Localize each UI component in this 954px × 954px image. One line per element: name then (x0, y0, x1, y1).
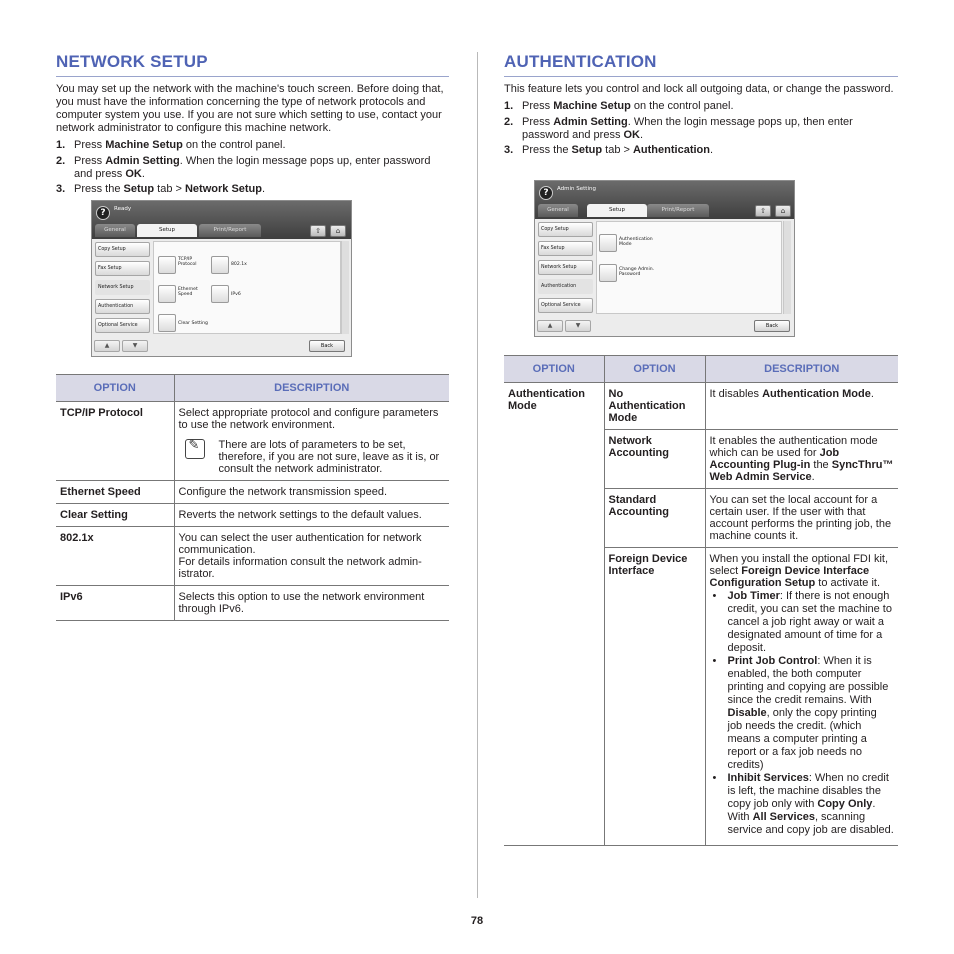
description-cell: It enables the authentication mode which can be used for Job Accounting Plug-in the SyncThru™ Web Admin Service. (709, 435, 894, 483)
tcpip-option-button[interactable] (158, 256, 176, 274)
note-box (179, 439, 446, 475)
optional-service-button[interactable]: Optional Service (95, 318, 150, 333)
table-row (56, 504, 449, 527)
tab-print-report[interactable]: Print/Report (199, 224, 261, 237)
description-text: For details information consult the network admin-istrator. (178, 556, 422, 580)
note-icon (185, 439, 205, 459)
scrollbar[interactable] (783, 221, 791, 314)
fdi-bullet-list (710, 590, 895, 837)
optional-service-button[interactable]: Optional Service (538, 298, 593, 313)
tab-general[interactable]: General (538, 204, 578, 217)
8021x-option-label: 802.1x (231, 262, 247, 267)
option-cell: IPv6 (56, 586, 174, 621)
change-admin-password-option-button[interactable] (599, 264, 617, 282)
scroll-up-button[interactable]: ▲ (94, 340, 120, 352)
authentication-options-table (504, 355, 898, 846)
column-divider (477, 52, 478, 898)
authentication-screen (534, 180, 795, 337)
change-admin-password-option-label: Change Admin. Password (619, 267, 655, 278)
clear-setting-option-button[interactable] (158, 314, 176, 332)
screen-header (92, 201, 351, 239)
authentication-button[interactable]: Authentication (538, 279, 593, 294)
authentication-mode-option-label: Authentication Mode (619, 237, 653, 248)
screen-body (92, 239, 351, 356)
network-options-table (56, 374, 449, 621)
scroll-up-button[interactable]: ▲ (537, 320, 563, 332)
option-cell: Standard Accounting (604, 489, 705, 548)
copy-setup-button[interactable]: Copy Setup (95, 242, 150, 257)
section-title-network-setup: NETWORK SETUP (56, 52, 208, 71)
description-cell: It disables Authentication Mode. (709, 388, 874, 400)
option-cell: TCP/IP Protocol (56, 402, 174, 481)
authentication-section (504, 52, 898, 160)
back-button[interactable]: Back (754, 320, 790, 332)
page-number: 78 (470, 915, 484, 927)
tab-setup[interactable]: Setup (587, 204, 647, 217)
fax-setup-button[interactable]: Fax Setup (538, 241, 593, 256)
steps-list (504, 100, 898, 157)
ipv6-option-label: IPv6 (231, 292, 241, 297)
screen-status: Ready (114, 206, 132, 212)
group-cell: Authentication Mode (504, 383, 604, 846)
scroll-down-button[interactable]: ▼ (122, 340, 148, 352)
note-text: There are lots of parameters to be set, therefore, if you are not sure, leave as it is, or consult the network administrator. (218, 439, 440, 475)
ethernet-speed-option-label: Ethernet Speed (178, 287, 198, 298)
tab-setup[interactable]: Setup (137, 224, 197, 237)
home-icon[interactable]: ⌂ (775, 205, 791, 217)
table-header-option: OPTION (504, 356, 604, 383)
options-panel (596, 221, 782, 314)
description-cell (174, 527, 449, 586)
table-row (56, 481, 449, 504)
steps-list (56, 139, 449, 196)
network-setup-button[interactable]: Network Setup (95, 280, 150, 295)
list-item: • Job Timer: If there is not enough credit, you can set the machine to cancel a job right away or wait a designated amount of time for a deposit. (712, 590, 892, 654)
table-header-description: DESCRIPTION (705, 356, 898, 383)
step-item: 2. Press Admin Setting. When the login message pops up, then enter password and press OK. (504, 115, 853, 141)
table-row (56, 402, 449, 481)
title-rule (504, 76, 898, 77)
network-setup-button[interactable]: Network Setup (538, 260, 593, 275)
authentication-mode-option-button[interactable] (599, 234, 617, 252)
fax-setup-button[interactable]: Fax Setup (95, 261, 150, 276)
tcpip-option-label: TCP/IP Protocol (178, 257, 197, 268)
home-icon[interactable]: ⌂ (330, 225, 346, 237)
network-setup-section (56, 52, 449, 199)
step-item: 1. Press Machine Setup on the control panel. (504, 100, 734, 112)
ethernet-speed-option-button[interactable] (158, 285, 176, 303)
table-header-option: OPTION (56, 375, 174, 402)
scroll-down-button[interactable]: ▼ (565, 320, 591, 332)
authentication-button[interactable]: Authentication (95, 299, 150, 314)
network-setup-screen (91, 200, 352, 357)
option-cell: Foreign Device Interface (604, 548, 705, 846)
table-row (504, 383, 898, 430)
ipv6-option-button[interactable] (211, 285, 229, 303)
option-cell: Network Accounting (604, 430, 705, 489)
table-row (56, 527, 449, 586)
step-item: 3. Press the Setup tab > Authentication. (504, 144, 714, 156)
option-cell: Ethernet Speed (56, 481, 174, 504)
screen-status: Admin Setting (557, 186, 596, 192)
8021x-option-button[interactable] (211, 256, 229, 274)
option-cell: 802.1x (56, 527, 174, 586)
table-row (56, 586, 449, 621)
description-text: You can select the user authentication for network communication. (178, 532, 422, 556)
options-panel (153, 241, 341, 334)
scrollbar[interactable] (341, 241, 349, 334)
job-status-icon[interactable]: ⇧ (310, 225, 326, 237)
step-item: 2. Press Admin Setting. When the login message pops up, enter password and press OK. (56, 154, 431, 180)
help-icon[interactable]: ? (539, 186, 553, 200)
description-cell: Configure the network transmission speed. (178, 486, 387, 498)
step-item: 3. Press the Setup tab > Network Setup. (56, 183, 266, 195)
description-cell: When you install the optional FDI kit, select Foreign Device Interface Configuration Setup to activate it. • Job Timer: If there is not enough credit, you can set the machine to cancel a job right away or wait a designated amount of time for a deposit. • Print Job Control: When it is enabled, the both computer printing and copying are possible since the credit remains. With Disable, only the copy printing job needs the credit. (which means a computer printing a report or a fax job needs no credits) • Inhibit Services: When no credit is left, the machine disables the copy job only with Copy Only. With All Services, scanning service and copy job are disabled. (709, 553, 894, 836)
description-cell: Selects this option to use the network environment through IPv6. (178, 591, 425, 615)
list-item: • Print Job Control: When it is enabled, the both computer printing and copying are possible since the credit remains. With Disable, only the copy printing job needs the credit. (which means a computer printing a report or a fax job needs no credits) (712, 655, 889, 771)
back-button[interactable]: Back (309, 340, 345, 352)
description-cell: Reverts the network settings to the default values. (178, 509, 422, 521)
job-status-icon[interactable]: ⇧ (755, 205, 771, 217)
tab-general[interactable]: General (95, 224, 135, 237)
section-title-authentication: AUTHENTICATION (504, 52, 657, 71)
intro-paragraph: You may set up the network with the machine's touch screen. Before doing that, you must have the information concerning the type of network protocols and computer system you use. If you are not sure which setting to use, contact your network administrator to configure this machine network. (56, 83, 444, 134)
table-header-option: OPTION (604, 356, 705, 383)
screen-header (535, 181, 794, 219)
step-item: 1. Press Machine Setup on the control panel. (56, 139, 286, 151)
copy-setup-button[interactable]: Copy Setup (538, 222, 593, 237)
screen-body (535, 219, 794, 336)
intro-paragraph: This feature lets you control and lock all outgoing data, or change the password. (504, 83, 894, 95)
option-cell: No Authentication Mode (604, 383, 705, 430)
description-cell (174, 402, 449, 481)
clear-setting-option-label: Clear Setting (178, 321, 208, 326)
help-icon[interactable]: ? (96, 206, 110, 220)
description-text: Select appropriate protocol and configure parameters to use the network environment. (178, 407, 439, 431)
description-cell: You can set the local account for a certain user. If the user with that account performs the printing job, the machine counts it. (709, 494, 892, 542)
list-item: • Inhibit Services: When no credit is left, the machine disables the copy job only with Copy Only. With All Services, scanning service and copy job are disabled. (712, 772, 894, 836)
option-cell: Clear Setting (56, 504, 174, 527)
title-rule (56, 76, 449, 77)
table-header-description: DESCRIPTION (174, 375, 449, 402)
tab-print-report[interactable]: Print/Report (647, 204, 709, 217)
